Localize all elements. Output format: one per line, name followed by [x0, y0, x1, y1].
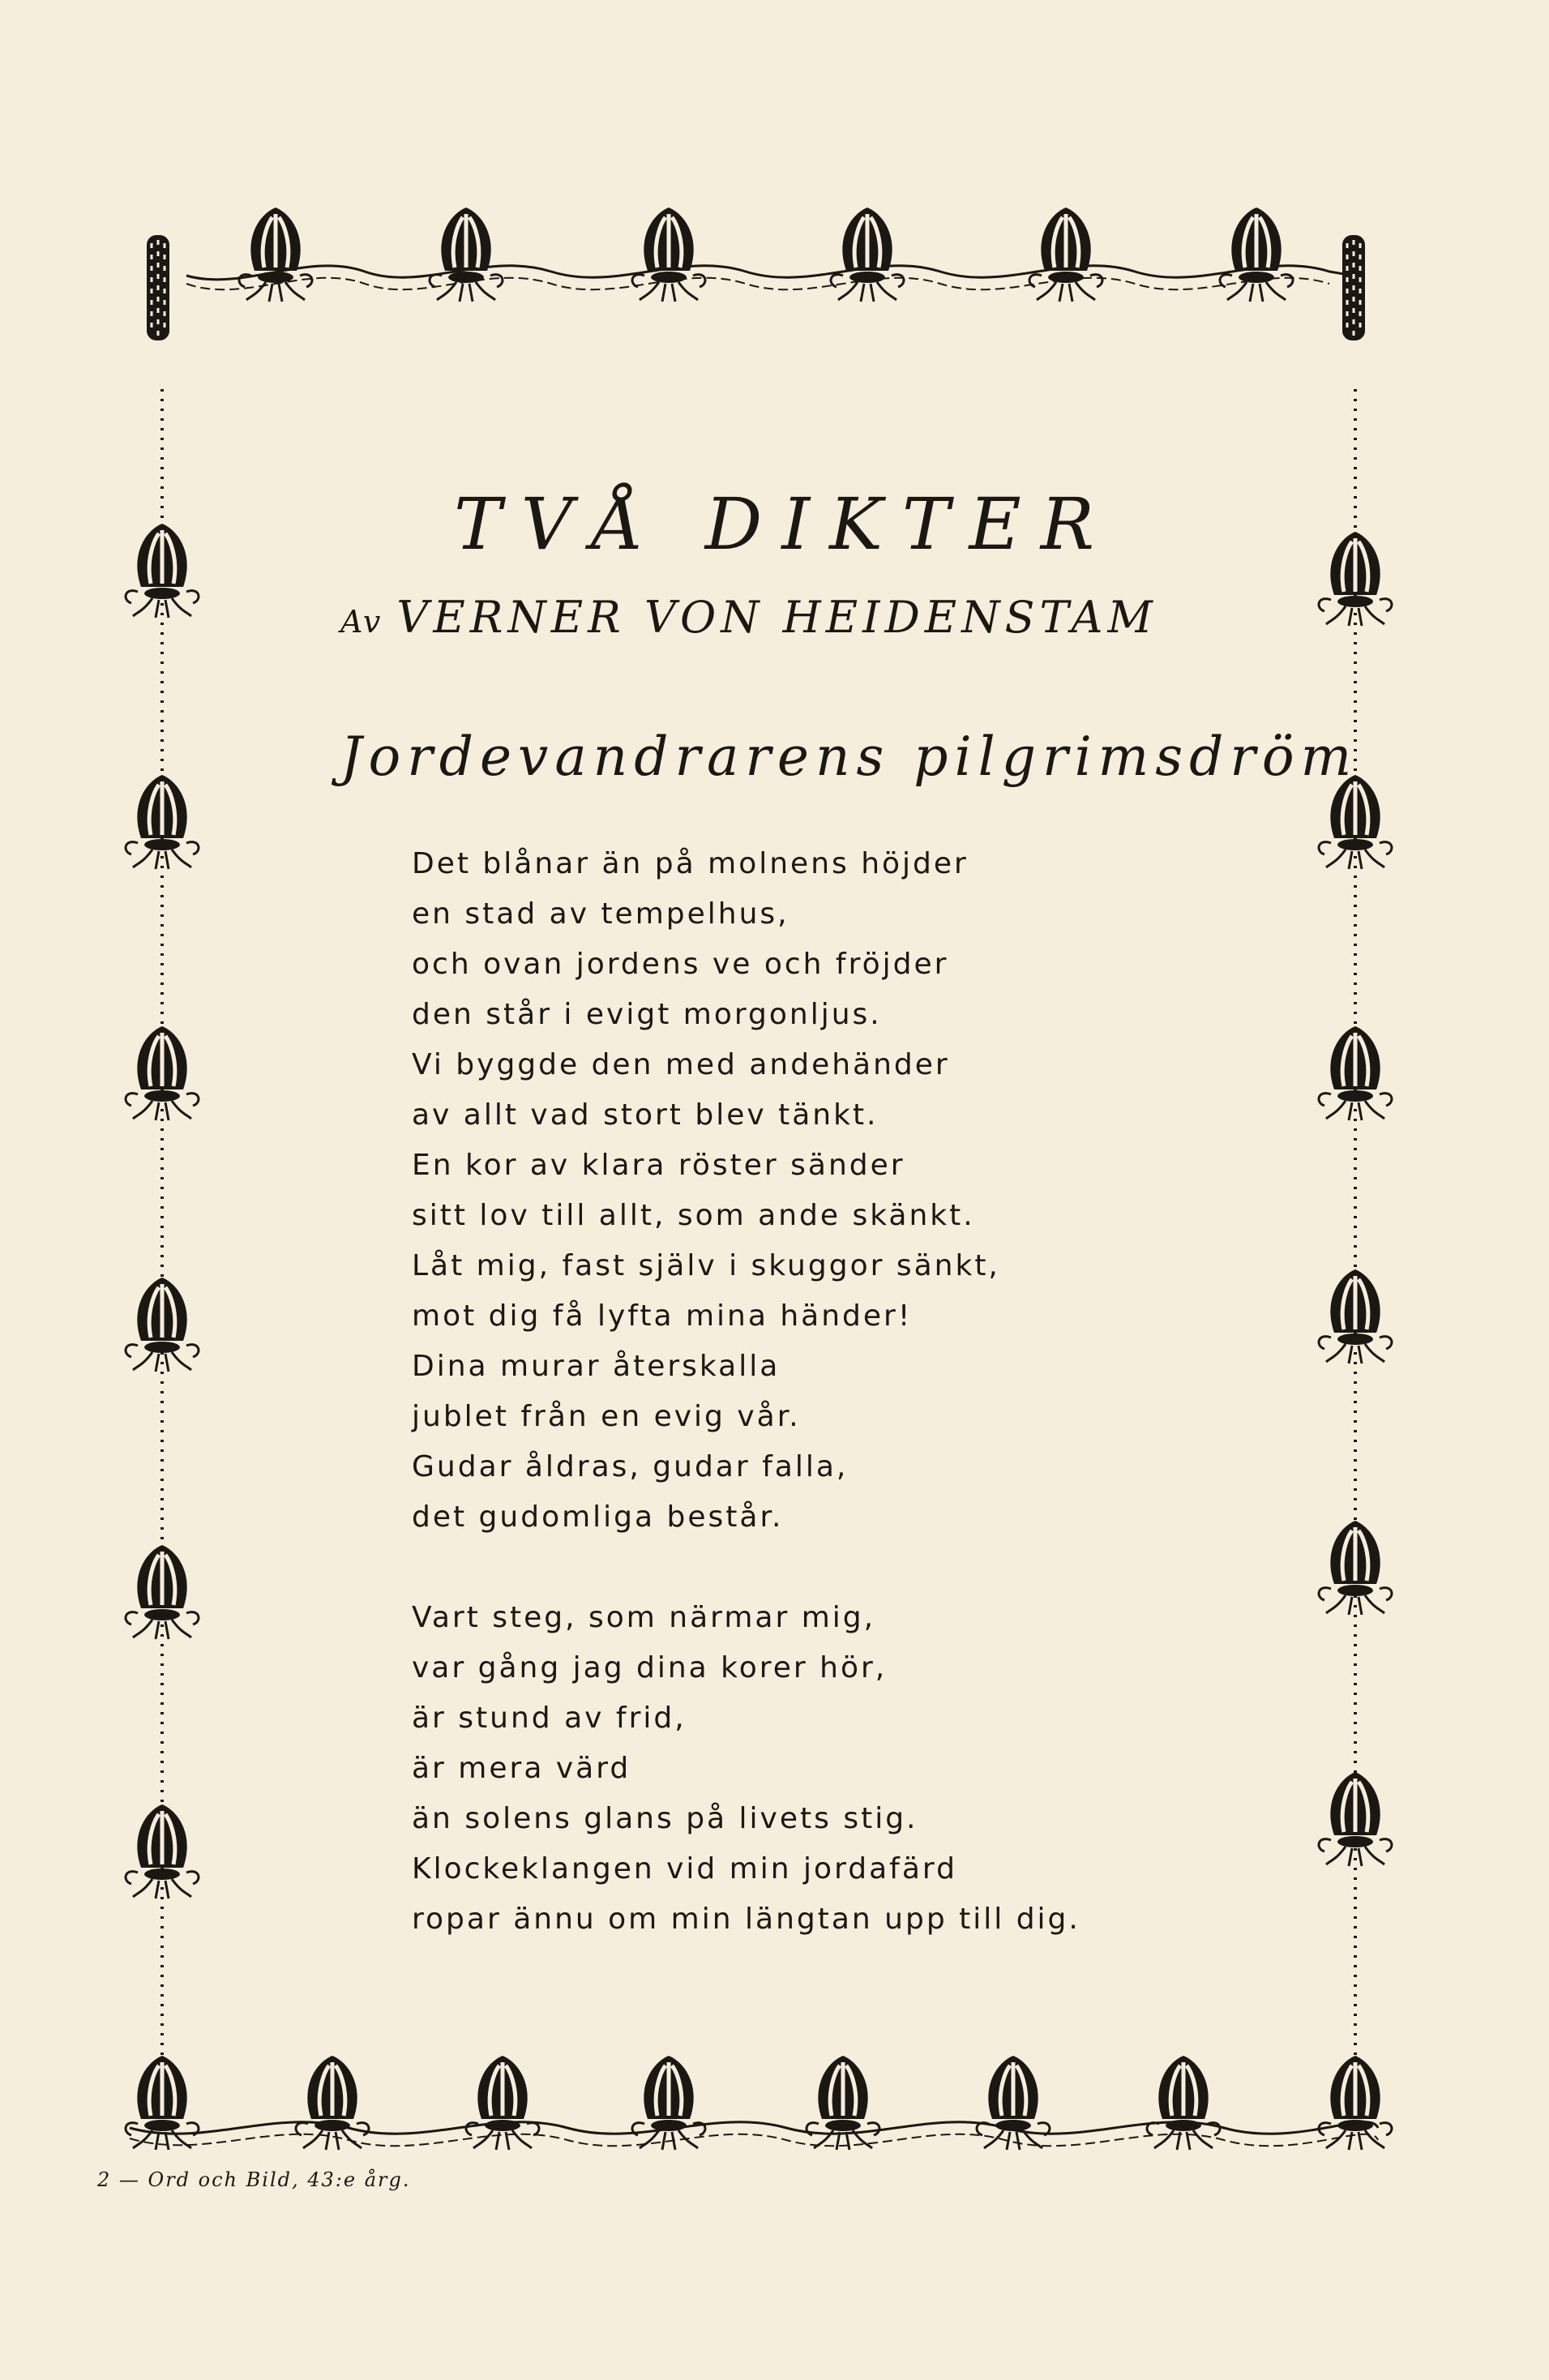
stanza-1 — [412, 839, 1344, 1543]
author-prefix: Av — [340, 604, 383, 640]
poem-line: än solens glans på livets stig. — [412, 1802, 918, 1835]
poem-line: och ovan jordens ve och fröjder — [412, 948, 949, 981]
poem-line: ropar ännu om min längtan upp till dig. — [412, 1903, 1080, 1936]
poem-line: en stad av tempelhus, — [412, 897, 789, 931]
poem-line: jublet från en evig vår. — [412, 1400, 801, 1433]
poem-line: är mera värd — [412, 1752, 631, 1785]
stanza-2 — [412, 1593, 1344, 1945]
poem-line: Klockeklangen vid min jordafärd — [412, 1852, 957, 1886]
author-name: VERNER VON HEIDENSTAM — [396, 592, 1157, 643]
poem-line: sitt lov till allt, som ande skänkt. — [412, 1199, 975, 1232]
poem-title: Jordevandrarens pilgrimsdröm — [340, 726, 1359, 788]
poem-line: av allt vad stort blev tänkt. — [412, 1098, 879, 1132]
author-byline — [340, 592, 1232, 643]
poem-line: är stund av frid, — [412, 1702, 687, 1735]
poem-body — [412, 839, 1344, 1945]
poem-line: Vart steg, som närmar mig, — [412, 1601, 876, 1634]
poem-line: Det blånar än på molnens höjder — [412, 847, 969, 880]
stanza-gap — [412, 1543, 1344, 1593]
poem-line: Låt mig, fast själv i skuggor sänkt, — [412, 1249, 1000, 1282]
poem-line: Gudar åldras, gudar falla, — [412, 1450, 849, 1483]
page-title: TVÅ DIKTER — [454, 482, 1115, 566]
page-footer: 2 — Ord och Bild, 43:e årg. — [97, 2168, 411, 2191]
poem-line: En kor av klara röster sänder — [412, 1149, 905, 1182]
poem-line: var gång jag dina korer hör, — [412, 1651, 888, 1684]
poem-line: Vi byggde den med andehänder — [412, 1048, 950, 1081]
poem-line: Dina murar återskalla — [412, 1350, 781, 1383]
poem-line: det gudomliga består. — [412, 1500, 784, 1534]
poem-line: mot dig få lyfta mina händer! — [412, 1299, 913, 1333]
poem-line: den står i evigt morgonljus. — [412, 998, 882, 1031]
